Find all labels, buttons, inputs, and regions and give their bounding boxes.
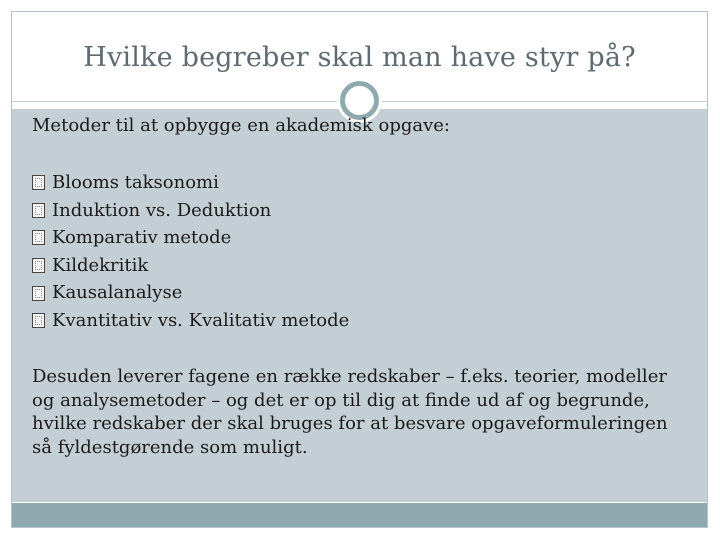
bullet-item (32, 252, 349, 280)
bullet-text: Induktion vs. Deduktion (52, 199, 272, 221)
square-bullet-icon (32, 286, 45, 301)
bullet-item (32, 197, 349, 225)
bullet-text: Kausalanalyse (52, 282, 183, 304)
slide-title: Hvilke begreber skal man have styr på? (83, 42, 636, 73)
bullet-text: Blooms taksonomi (52, 172, 219, 193)
intro-text: Metoder til at opbygge en akademisk opgave: (32, 115, 450, 136)
bullet-text: Kvantitativ vs. Kvalitativ metode (52, 309, 350, 331)
bottom-accent-bar (12, 503, 707, 527)
bullet-item (32, 169, 349, 197)
bullet-text: Komparativ metode (52, 227, 232, 249)
body-paragraph: Desuden leverer fagene en række redskaber – f.eks. teorier, modeller og analysemetoder – og det er op til dig at finde ud af og begrunde, hvilke redskaber der skal bruges for at besvare opgaveformuleringen så fyldestgørende som muligt. (32, 366, 668, 458)
bullet-item (32, 307, 349, 335)
square-bullet-icon (32, 203, 45, 218)
square-bullet-icon (32, 313, 45, 328)
square-bullet-icon (32, 175, 45, 190)
bullet-text: Kildekritik (52, 254, 149, 276)
slide-frame (11, 11, 708, 528)
square-bullet-icon (32, 230, 45, 245)
bullet-item (32, 224, 349, 252)
bullet-item (32, 279, 349, 307)
bullet-list (32, 169, 349, 335)
square-bullet-icon (32, 258, 45, 273)
